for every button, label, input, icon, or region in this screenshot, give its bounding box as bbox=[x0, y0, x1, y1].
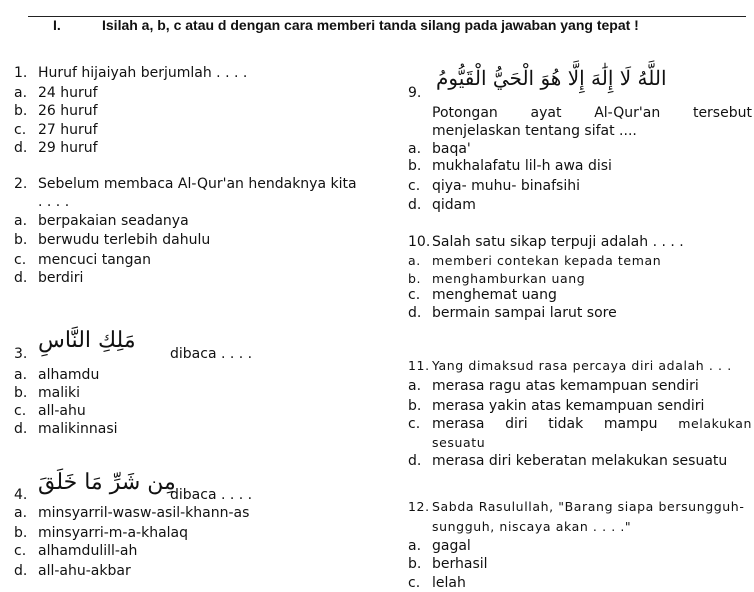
question-3-number: 3. bbox=[14, 346, 28, 362]
q11-option-a[interactable]: a. merasa ragu atas kemampuan sendiri bbox=[408, 378, 699, 394]
q10-option-c[interactable]: c. menghemat uang bbox=[408, 287, 557, 303]
question-4-arabic-text: مِن شَرِّ مَا خَلَقَ bbox=[38, 470, 176, 495]
q3-option-c[interactable]: c. all-ahu bbox=[14, 403, 86, 419]
question-12: 12. Sabda Rasulullah, "Barang siapa bersungguh- bbox=[408, 499, 745, 514]
q2-option-a[interactable]: a. berpakaian seadanya bbox=[14, 213, 189, 229]
q11-option-c-continuation: sesuatu bbox=[432, 435, 486, 450]
question-9-text-line2: menjelaskan tentang sifat .... bbox=[432, 123, 637, 139]
question-3-text: dibaca . . . . bbox=[170, 346, 253, 362]
question-3-arabic-text: مَلِكِ النَّاسِ bbox=[38, 328, 136, 353]
section-number: I. bbox=[53, 17, 61, 33]
question-9-number: 9. bbox=[408, 85, 422, 101]
question-4-text: dibaca . . . . bbox=[170, 487, 253, 503]
question-11: 11. Yang dimaksud rasa percaya diri adalah . . . bbox=[408, 358, 732, 373]
q10-option-a[interactable]: a. memberi contekan kepada teman bbox=[408, 253, 662, 268]
q9-option-d[interactable]: d. qidam bbox=[408, 197, 476, 213]
q9-option-a[interactable]: a. baqa' bbox=[408, 141, 471, 157]
q2-option-b[interactable]: b. berwudu terlebih dahulu bbox=[14, 232, 211, 248]
question-4-number: 4. bbox=[14, 487, 28, 503]
q1-option-d[interactable]: d. 29 huruf bbox=[14, 140, 98, 156]
q12-option-a[interactable]: a. gagal bbox=[408, 538, 471, 554]
q9-option-c[interactable]: c. qiya- muhu- binafsihi bbox=[408, 178, 581, 194]
q1-option-c[interactable]: c. 27 huruf bbox=[14, 122, 98, 138]
q3-option-a[interactable]: a. alhamdu bbox=[14, 367, 100, 383]
section-header bbox=[0, 17, 754, 39]
q2-option-d[interactable]: d. berdiri bbox=[14, 270, 84, 286]
q4-option-c[interactable]: c. alhamdulill-ah bbox=[14, 543, 138, 559]
section-instruction: Isilah a, b, c atau d dengan cara memberi tanda silang pada jawaban yang tepat ! bbox=[102, 17, 639, 33]
q3-option-d[interactable]: d. malikinnasi bbox=[14, 421, 118, 437]
q11-option-b[interactable]: b. merasa yakin atas kemampuan sendiri bbox=[408, 398, 705, 414]
q12-option-b[interactable]: b. berhasil bbox=[408, 556, 488, 572]
question-9-arabic-text: اللَّهُ لَا إِلَٰهَ إِلَّا هُوَ الْحَيُّ الْقَيُّومُ bbox=[436, 66, 667, 90]
q11-option-c[interactable]: c. merasa diri tidak mampu melakukan bbox=[408, 416, 752, 432]
q11-option-d[interactable]: d. merasa diri keberatan melakukan sesuatu bbox=[408, 453, 728, 469]
q1-option-a[interactable]: a. 24 huruf bbox=[14, 85, 98, 101]
q1-option-b[interactable]: b. 26 huruf bbox=[14, 103, 98, 119]
question-10: 10. Salah satu sikap terpuji adalah . . . . bbox=[408, 234, 684, 250]
q4-option-b[interactable]: b. minsyarri-m-a-khalaq bbox=[14, 525, 189, 541]
q10-option-b[interactable]: b. menghamburkan uang bbox=[408, 271, 586, 286]
q9-option-b[interactable]: b. mukhalafatu lil-h awa disi bbox=[408, 158, 612, 174]
q3-option-b[interactable]: b. maliki bbox=[14, 385, 80, 401]
question-9-text: Potongan ayat Al-Qur'an tersebut bbox=[432, 105, 752, 121]
q10-option-d[interactable]: d. bermain sampai larut sore bbox=[408, 305, 617, 321]
q12-option-c[interactable]: c. lelah bbox=[408, 575, 466, 591]
question-12-line2: sungguh, niscaya akan . . . ." bbox=[432, 519, 632, 534]
question-2-continuation: . . . . bbox=[38, 194, 70, 210]
q4-option-a[interactable]: a. minsyarril-wasw-asil-khann-as bbox=[14, 505, 250, 521]
q4-option-d[interactable]: d. all-ahu-akbar bbox=[14, 563, 131, 579]
question-1: 1. Huruf hijaiyah berjumlah . . . . bbox=[14, 65, 248, 81]
question-2: 2. Sebelum membaca Al-Qur'an hendaknya kita bbox=[14, 176, 357, 192]
q2-option-c[interactable]: c. mencuci tangan bbox=[14, 252, 152, 268]
